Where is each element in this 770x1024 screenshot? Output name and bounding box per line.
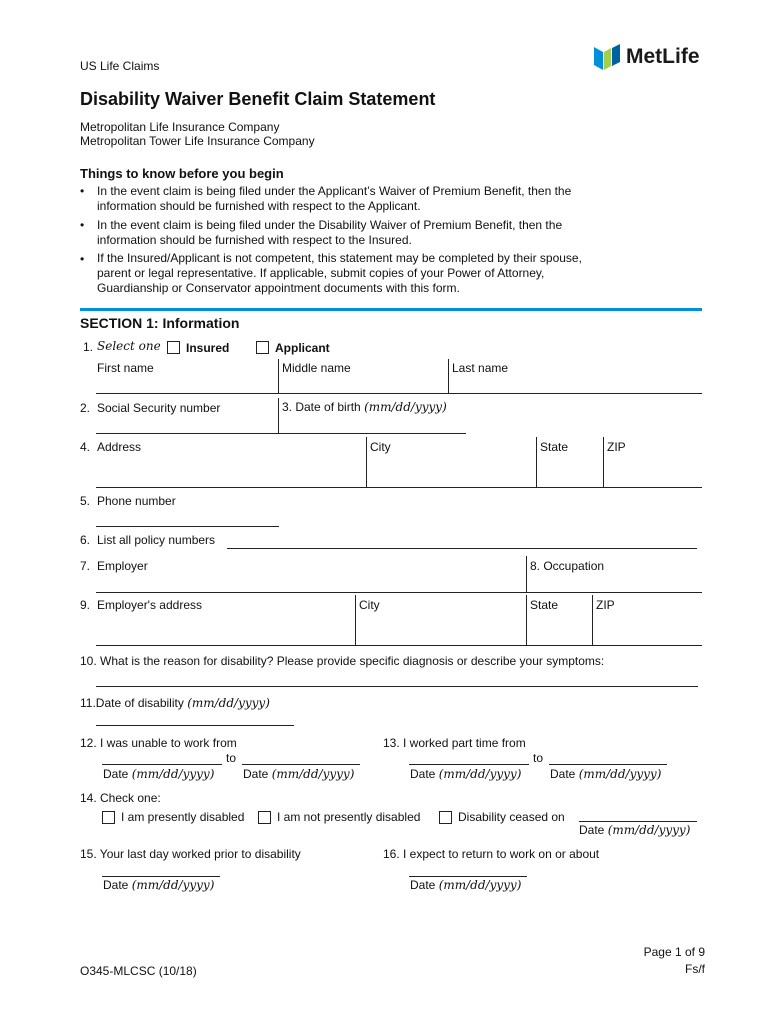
to-label: to <box>533 751 544 765</box>
date-caption: Date (mm/dd/yyyy) <box>103 767 215 781</box>
question-number: 1. <box>83 340 94 354</box>
name-field[interactable] <box>96 393 702 394</box>
disability-date-field[interactable] <box>96 725 294 726</box>
employer-state-label: State <box>530 598 559 612</box>
policies-field[interactable] <box>227 548 697 549</box>
employer-zip-label: ZIP <box>596 598 615 612</box>
bullet-mark: • <box>80 252 85 266</box>
dob-label: 3. Date of birth (mm/dd/yyyy) <box>282 400 447 414</box>
part-time-from-field[interactable] <box>409 764 529 765</box>
form-rule <box>603 437 604 487</box>
select-one-label: Select one <box>97 339 161 353</box>
not-disabled-label: I am not presently disabled <box>277 810 421 824</box>
footer-code: Fs/f <box>685 962 705 976</box>
intro-bullet-3: If the Insured/Applicant is not competent, this statement may be completed by their spouse, parent or legal representative. If applicable, submit copies of your Power of Attorney, Guardianship or Conservator appointment documents with this form. <box>97 251 582 295</box>
disability-ceased-checkbox[interactable] <box>439 811 452 824</box>
ssn-label: Social Security number <box>97 401 221 415</box>
question-number: 4. <box>80 440 91 454</box>
reason-field[interactable] <box>96 686 698 687</box>
phone-field[interactable] <box>96 526 279 527</box>
employer-address-field[interactable] <box>96 645 702 646</box>
unable-from-field[interactable] <box>102 764 222 765</box>
first-name-label: First name <box>97 361 154 375</box>
last-day-label: 15. Your last day worked prior to disability <box>80 847 301 861</box>
form-rule <box>366 437 367 487</box>
zip-label: ZIP <box>607 440 626 454</box>
employer-city-label: City <box>359 598 380 612</box>
date-caption: Date (mm/dd/yyyy) <box>243 767 355 781</box>
insured-label: Insured <box>186 341 230 355</box>
date-caption: Date (mm/dd/yyyy) <box>410 878 522 892</box>
intro-heading: Things to know before you begin <box>80 166 284 181</box>
form-rule <box>355 595 356 645</box>
form-rule <box>536 437 537 487</box>
city-label: City <box>370 440 391 454</box>
employer-field[interactable] <box>96 592 702 593</box>
date-caption: Date (mm/dd/yyyy) <box>579 823 691 837</box>
return-work-label: 16. I expect to return to work on or about <box>383 847 600 861</box>
date-caption: Date (mm/dd/yyyy) <box>550 767 662 781</box>
check-one-label: 14. Check one: <box>80 791 161 805</box>
not-disabled-checkbox[interactable] <box>258 811 271 824</box>
bullet-mark: • <box>80 184 85 198</box>
insured-checkbox[interactable] <box>167 341 180 354</box>
company-name-2: Metropolitan Tower Life Insurance Company <box>80 134 315 148</box>
question-number: 7. <box>80 559 91 573</box>
part-time-label: 13. I worked part time from <box>383 736 526 750</box>
applicant-checkbox[interactable] <box>256 341 269 354</box>
intro-bullet-1: In the event claim is being filed under the Applicant’s Waiver of Premium Benefit, then the information should be furnished with respect to the Applicant. <box>97 184 572 213</box>
address-label: Address <box>97 440 142 454</box>
part-time-to-field[interactable] <box>549 764 667 765</box>
unable-to-field[interactable] <box>242 764 360 765</box>
employer-address-label: Employer's address <box>97 598 202 612</box>
middle-name-label: Middle name <box>282 361 351 375</box>
metlife-logo-icon <box>594 44 620 70</box>
ceased-date-field[interactable] <box>579 821 697 822</box>
state-label: State <box>540 440 569 454</box>
to-label: to <box>226 751 237 765</box>
section-divider <box>80 308 702 311</box>
question-number: 5. <box>80 494 91 508</box>
question-number: 6. <box>80 533 91 547</box>
page-title: Disability Waiver Benefit Claim Statement <box>80 89 436 109</box>
policies-label: List all policy numbers <box>97 533 216 547</box>
phone-label: Phone number <box>97 494 176 508</box>
form-rule <box>448 359 449 393</box>
reason-label: 10. What is the reason for disability? Please provide specific diagnosis or describe your symptoms: <box>80 654 605 668</box>
employer-label: Employer <box>97 559 148 573</box>
metlife-wordmark: MetLife <box>626 45 700 68</box>
unable-work-label: 12. I was unable to work from <box>80 736 237 750</box>
page-number: Page 1 of 9 <box>643 945 705 959</box>
form-rule <box>526 595 527 645</box>
section-1-heading: SECTION 1: Information <box>80 315 240 331</box>
applicant-label: Applicant <box>275 341 330 355</box>
question-number: 9. <box>80 598 91 612</box>
intro-bullet-2: In the event claim is being filed under the Disability Waiver of Premium Benefit, then the information should be furnished with respect to the Insured. <box>97 218 563 247</box>
question-number: 2. <box>80 401 91 415</box>
return-date-field[interactable] <box>409 876 527 877</box>
date-caption: Date (mm/dd/yyyy) <box>410 767 522 781</box>
date-caption: Date (mm/dd/yyyy) <box>103 878 215 892</box>
company-name-1: Metropolitan Life Insurance Company <box>80 120 280 134</box>
form-rule <box>526 556 527 592</box>
disability-ceased-label: Disability ceased on <box>458 810 565 824</box>
ssn-dob-field[interactable] <box>96 433 466 434</box>
last-name-label: Last name <box>452 361 509 375</box>
presently-disabled-label: I am presently disabled <box>121 810 245 824</box>
disability-date-label: 11.Date of disability (mm/dd/yyyy) <box>80 696 270 710</box>
presently-disabled-checkbox[interactable] <box>102 811 115 824</box>
address-field[interactable] <box>96 487 702 488</box>
occupation-label: 8. Occupation <box>530 559 605 573</box>
form-rule <box>278 398 279 433</box>
last-day-field[interactable] <box>102 876 220 877</box>
form-rule <box>592 595 593 645</box>
form-rule <box>278 359 279 393</box>
bullet-mark: • <box>80 218 85 232</box>
division-label: US Life Claims <box>80 59 160 73</box>
form-id: O345-MLCSC (10/18) <box>80 964 197 978</box>
